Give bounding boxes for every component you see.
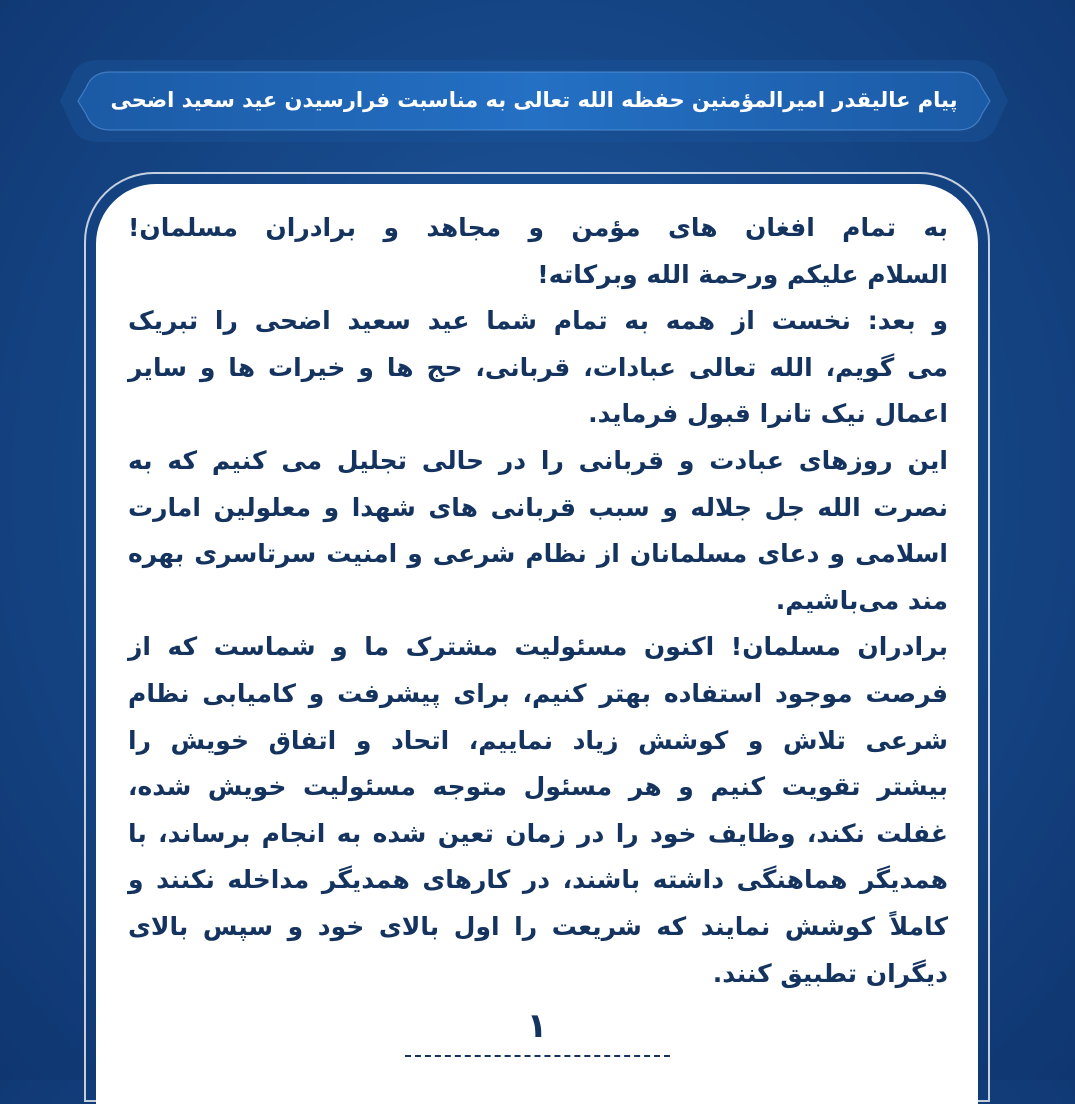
- message-line: بیشتر تقویت کنیم و هر مسئول متوجه مسئولیت خویش شده،: [128, 772, 948, 802]
- page-number: ۱: [526, 1006, 548, 1046]
- message-line: کاملاً کوشش نمایند که شریعت را اول بالای خود و سپس بالای: [128, 911, 948, 941]
- message-line: می گویم، الله تعالی عبادات، قربانی، حج ها و خیرات ها و سایر: [128, 352, 948, 382]
- message-line: مند می‌باشیم.: [775, 585, 948, 615]
- message-line: فرصت موجود استفاده بهتر کنیم، برای پیشرفت و کامیابی نظام: [128, 678, 948, 708]
- dashed-divider: [405, 1055, 670, 1057]
- message-line: این روزهای عبادت و قربانی را در حالی تجلیل می کنیم که به: [128, 445, 948, 475]
- message-line: و بعد: نخست از همه به تمام شما عید سعید اضحی را تبریک: [128, 306, 948, 336]
- title-banner: [58, 58, 1010, 144]
- message-line: برادران مسلمان! اکنون مسئولیت مشترک ما و شماست که از: [128, 632, 948, 662]
- message-line: السلام علیکم ورحمة الله وبرکاته!: [537, 259, 948, 289]
- page-title: پیام عالیقدر امیرالمؤمنین حفظه الله تعالی به مناسبت فرارسیدن عید سعید اضحی: [110, 88, 958, 112]
- message-line: اعمال نیک تانرا قبول فرماید.: [588, 399, 948, 429]
- message-line: نصرت الله جل جلاله و سبب قربانی های شهدا و معلولین امارت: [128, 492, 948, 522]
- message-body: [128, 205, 948, 997]
- message-line: غفلت نکند، وظایف خود را در زمان تعین شده به انجام برساند، با: [128, 818, 948, 848]
- message-line: اسلامی و دعای مسلمانان از نظام شرعی و امنیت سرتاسری بهره: [128, 539, 948, 569]
- message-line: دیگران تطبیق کنند.: [712, 958, 948, 988]
- message-line: به تمام افغان های مؤمن و مجاهد و برادران مسلمان!: [128, 213, 948, 242]
- message-line: همدیگر هماهنگی داشته باشند، در کارهای همدیگر مداخله نکنند و: [128, 865, 948, 895]
- message-line: شرعی تلاش و کوشش زیاد نماییم، اتحاد و اتفاق خویش را: [128, 725, 948, 755]
